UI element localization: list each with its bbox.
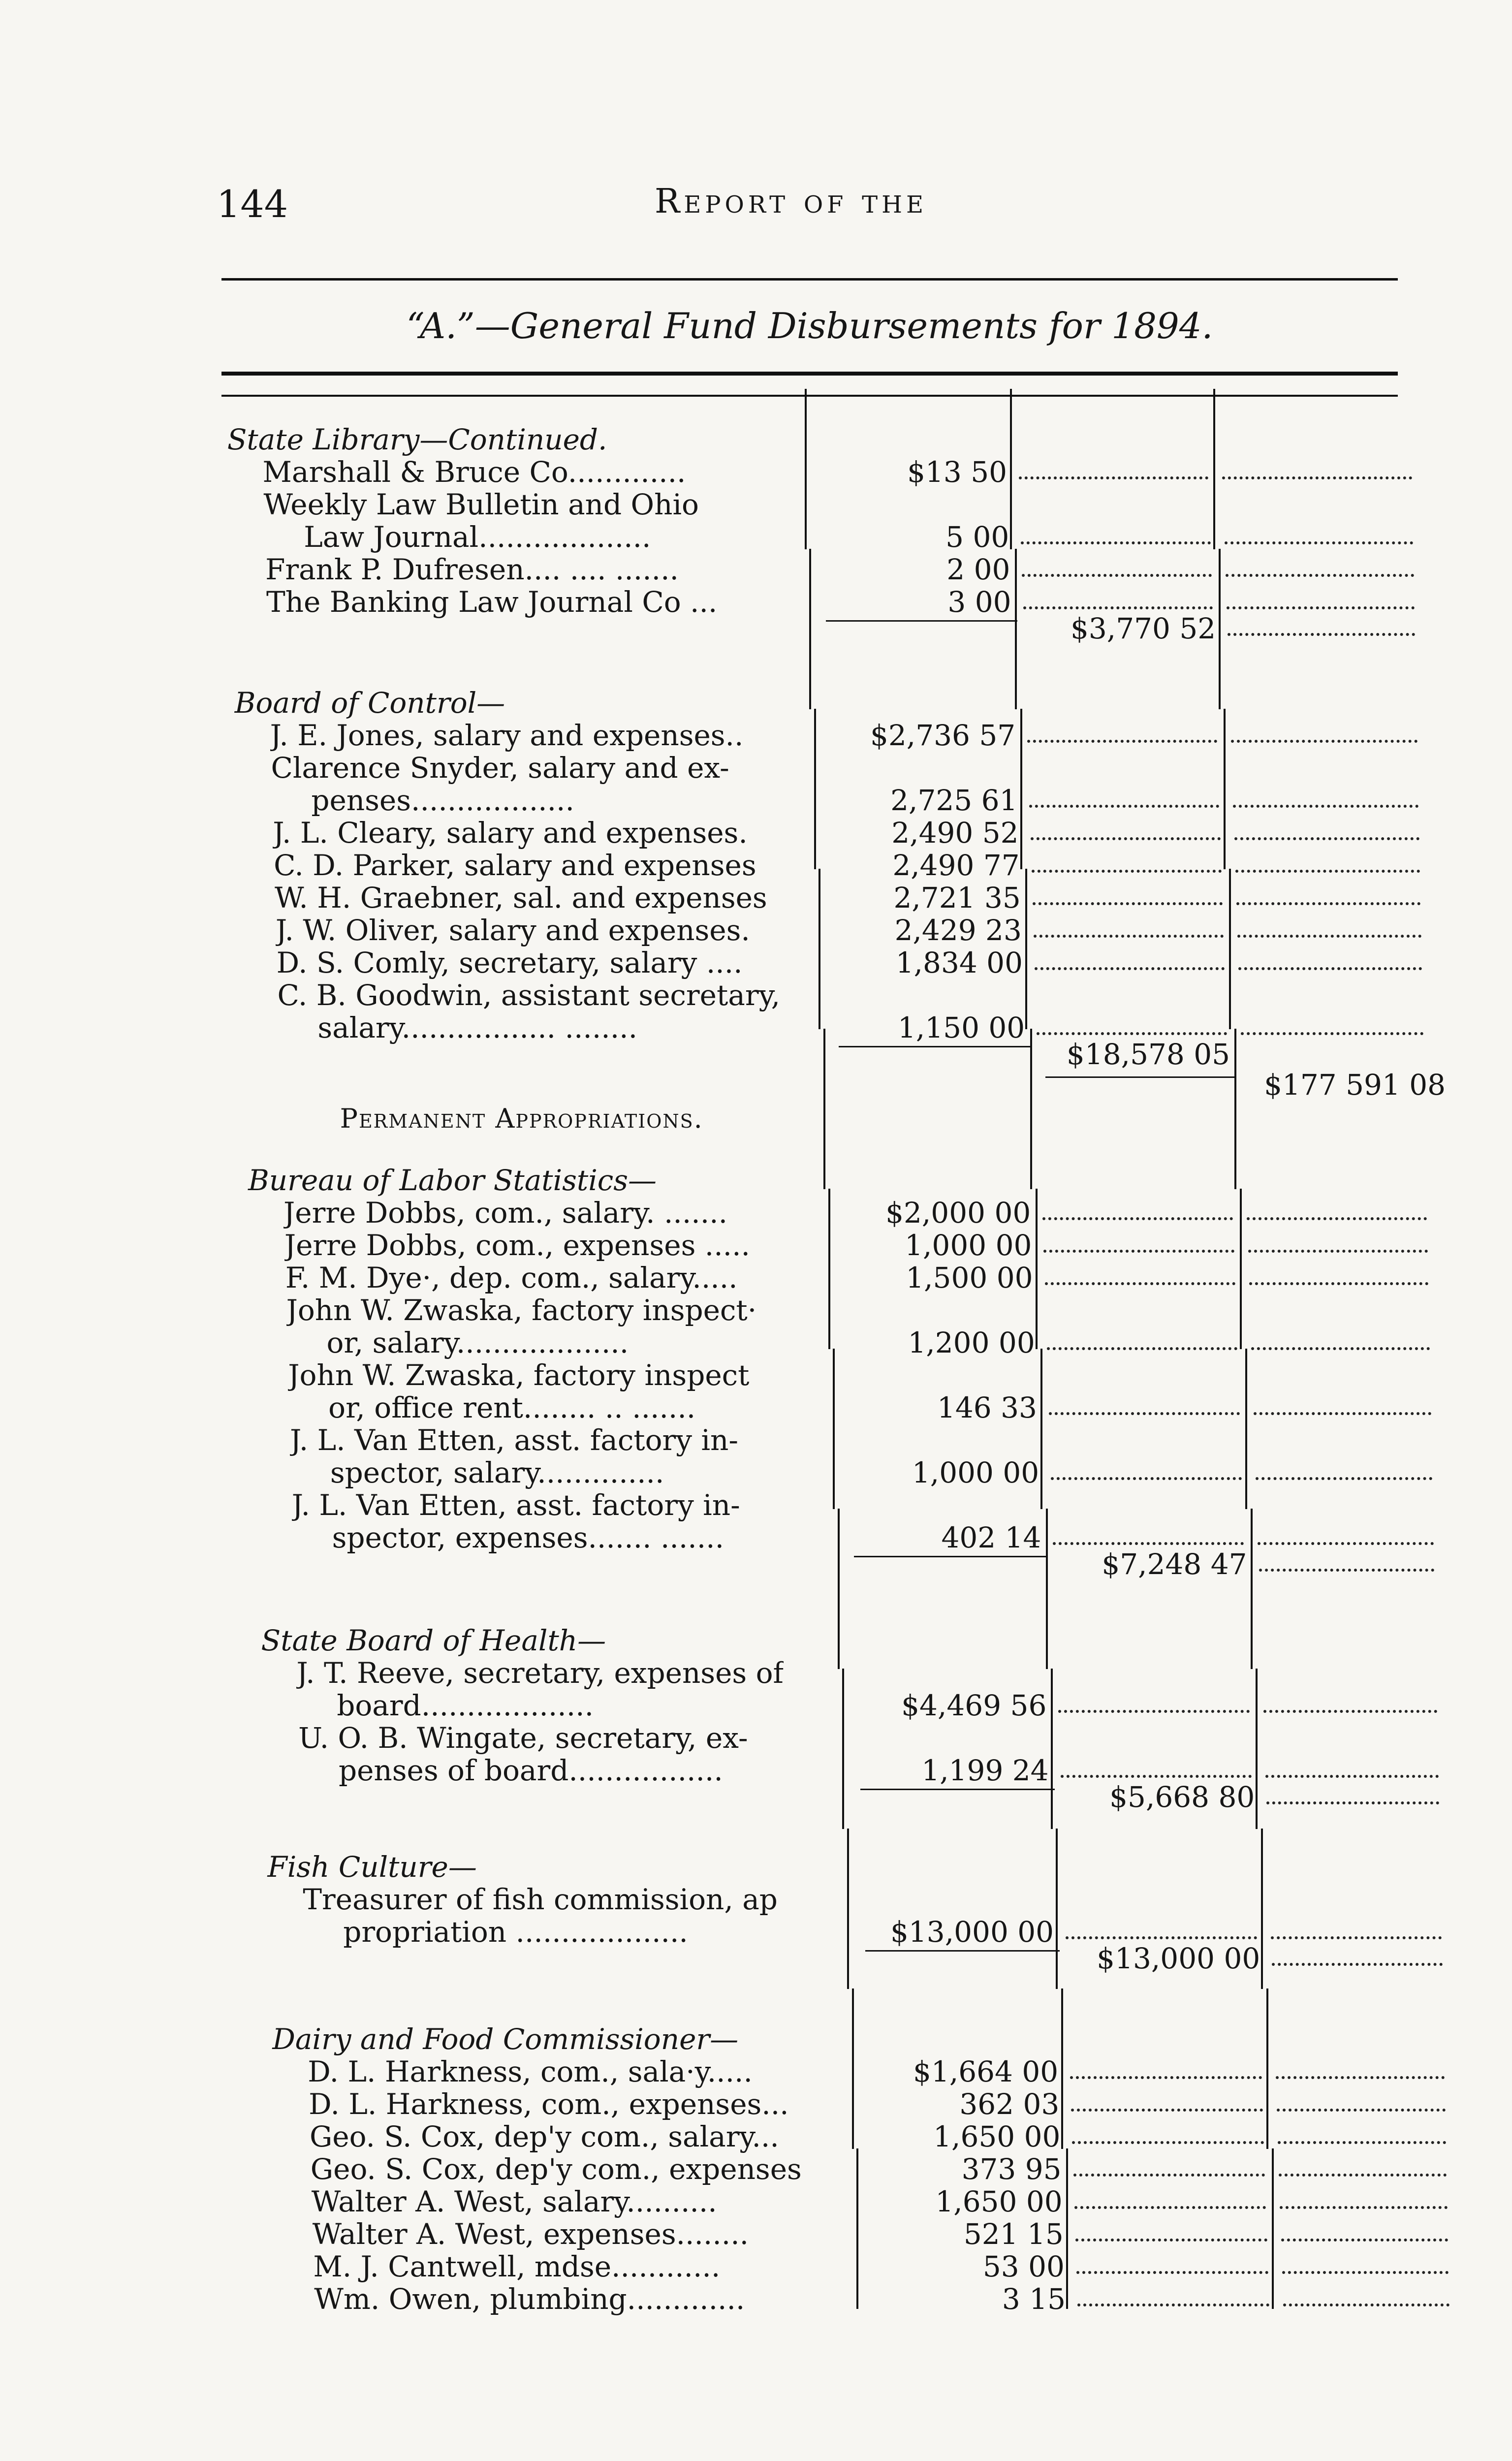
- leader-dots: [1251, 1337, 1430, 1350]
- total-column-rule: [1272, 2148, 1274, 2309]
- entry-amount: 5 00: [945, 520, 1009, 554]
- entry-amount: 1,650 00: [933, 2120, 1061, 2153]
- entry-amount: $13 50: [907, 455, 1008, 489]
- subtotal-column-rule: [1010, 389, 1012, 549]
- leader-dots: [1022, 564, 1211, 577]
- total-column-rule: [1261, 1829, 1263, 1989]
- leader-dots: [1258, 1532, 1434, 1545]
- leader-dots: [1043, 1240, 1234, 1253]
- total-column-rule: [1245, 1349, 1247, 1509]
- section-heading: State Board of Health—: [261, 1624, 606, 1657]
- leader-dots: [1272, 1953, 1443, 1966]
- total-column-rule: [1266, 1988, 1268, 2149]
- amount-column-rule: [819, 869, 820, 1029]
- subtotal-column-rule: [1061, 1988, 1063, 2149]
- entry-label-continued: penses..................: [311, 784, 574, 817]
- amount-column-rule: [856, 2148, 858, 2309]
- entry-amount: $2,736 57: [870, 719, 1016, 752]
- leader-dots: [1066, 1926, 1257, 1939]
- leader-dots: [1259, 1559, 1435, 1572]
- leader-dots: [1236, 892, 1420, 905]
- entry-label: Walter A. West, expenses........: [312, 2218, 749, 2250]
- subtotal-column-rule: [1020, 709, 1022, 869]
- entry-label: Weekly Law Bulletin and Ohio: [263, 488, 699, 521]
- subtotal-column-rule: [1025, 869, 1027, 1029]
- leader-dots: [1233, 795, 1418, 808]
- leader-dots: [1071, 2099, 1262, 2112]
- amount-column-rule: [814, 709, 816, 869]
- section-heading: State Library—Continued.: [227, 423, 607, 456]
- leader-dots: [1278, 2131, 1446, 2144]
- leader-dots: [1021, 532, 1210, 544]
- entry-label: Jerre Dobbs, com., expenses .....: [284, 1229, 750, 1262]
- section-heading: Bureau of Labor Statistics—: [248, 1164, 657, 1197]
- leader-dots: [1031, 827, 1221, 840]
- subtotal-rule: [865, 1950, 1060, 1952]
- total-column-rule: [1219, 549, 1221, 709]
- leader-dots: [1037, 1022, 1227, 1035]
- leader-dots: [1047, 1337, 1237, 1350]
- entry-label: J. L. Van Etten, asst. factory in-: [290, 1424, 738, 1456]
- leader-dots: [1076, 2261, 1268, 2274]
- leader-dots: [1058, 1700, 1249, 1713]
- subtotal-column-rule: [1051, 1669, 1053, 1829]
- entry-label-continued: penses of board.................: [338, 1754, 723, 1787]
- subtotal-column-rule: [1040, 1349, 1042, 1509]
- entry-amount: 1,200 00: [908, 1326, 1035, 1359]
- entry-label: Marshall & Bruce Co.............: [262, 456, 686, 488]
- leader-dots: [1283, 2294, 1449, 2306]
- subtotal-rule: [826, 620, 1017, 622]
- entry-label: F. M. Dye·, dep. com., salary.....: [285, 1262, 738, 1294]
- entry-label: W. H. Graebner, sal. and expenses: [274, 882, 767, 914]
- total-column-rule: [1240, 1189, 1242, 1349]
- entry-amount: 1,000 00: [905, 1229, 1032, 1262]
- leader-dots: [1249, 1272, 1428, 1285]
- entry-label: D. S. Comly, secretary, salary ....: [276, 947, 743, 979]
- entry-amount: 2,490 77: [892, 849, 1020, 882]
- permanent-appropriations-heading: Permanent Appropriations.: [340, 1103, 703, 1134]
- total-column-rule: [1251, 1509, 1253, 1669]
- total-rule: [1045, 1076, 1235, 1078]
- subtotal-column-rule: [1030, 1029, 1032, 1189]
- section-heading: Board of Control—: [234, 686, 505, 720]
- entry-label-continued: Law Journal...................: [304, 521, 651, 553]
- entry-label: The Banking Law Journal Co ...: [266, 586, 718, 618]
- leader-dots: [1075, 2229, 1267, 2241]
- leader-dots: [1247, 1207, 1427, 1220]
- leader-dots: [1271, 1926, 1442, 1939]
- entry-label-continued: salary................. ........: [317, 1011, 638, 1044]
- total-column-rule: [1224, 709, 1226, 869]
- leader-dots: [1074, 2196, 1266, 2209]
- grand-total: $177 591 08: [1264, 1068, 1446, 1102]
- leader-dots: [1237, 925, 1421, 938]
- leader-dots: [1282, 2261, 1449, 2274]
- entry-amount: $13,000 00: [890, 1915, 1054, 1949]
- leader-dots: [1049, 1402, 1240, 1415]
- subtotal-column-rule: [1056, 1829, 1058, 1989]
- table-title: “A.”—General Fund Disbursements for 1894.: [406, 305, 1213, 347]
- entry-label: J. T. Reeve, secretary, expenses of: [296, 1657, 784, 1689]
- leader-dots: [1241, 1022, 1423, 1035]
- entry-amount: 2 00: [946, 553, 1010, 586]
- total-column-rule: [1229, 869, 1231, 1029]
- leader-dots: [1073, 2164, 1265, 2177]
- entry-amount: 3 15: [1002, 2282, 1066, 2316]
- entry-amount: 1,150 00: [897, 1011, 1025, 1044]
- leader-dots: [1234, 827, 1419, 840]
- entry-amount: 146 33: [937, 1391, 1037, 1424]
- leader-dots: [1034, 925, 1224, 938]
- leader-dots: [1035, 957, 1225, 970]
- entry-label: Jerre Dobbs, com., salary. .......: [284, 1197, 728, 1229]
- leader-dots: [1019, 467, 1208, 479]
- entry-amount: 53 00: [982, 2250, 1065, 2283]
- leader-dots: [1226, 564, 1414, 577]
- entry-label-continued: or, office rent........ .. .......: [328, 1391, 696, 1424]
- entry-label: Treasurer of fish commission, ap: [303, 1883, 778, 1916]
- entry-amount: 2,725 61: [890, 784, 1018, 817]
- section-subtotal: $7,248 47: [1102, 1547, 1247, 1581]
- entry-amount: 521 15: [963, 2217, 1064, 2251]
- section-subtotal: $3,770 52: [1071, 612, 1216, 645]
- entry-label: J. L. Van Etten, asst. factory in-: [291, 1489, 740, 1521]
- entry-label: J. L. Cleary, salary and expenses.: [273, 817, 748, 849]
- amount-column-rule: [809, 549, 811, 709]
- entry-label: M. J. Cantwell, mdse............: [313, 2250, 721, 2283]
- entry-label: John W. Zwaska, factory inspect·: [286, 1294, 757, 1326]
- leader-dots: [1228, 623, 1415, 636]
- entry-label: Geo. S. Cox, dep'y com., expenses: [310, 2153, 802, 2185]
- section-heading: Dairy and Food Commissioner—: [272, 2022, 739, 2056]
- leader-dots: [1027, 730, 1217, 743]
- total-column-rule: [1256, 1669, 1258, 1829]
- leader-dots: [1281, 2229, 1448, 2241]
- leader-dots: [1248, 1240, 1428, 1253]
- subtotal-column-rule: [1036, 1189, 1038, 1349]
- amount-column-rule: [805, 389, 807, 549]
- entry-label: D. L. Harkness, com., expenses...: [309, 2088, 789, 2120]
- leader-dots: [1070, 2066, 1261, 2079]
- entry-label: Clarence Snyder, salary and ex-: [271, 752, 729, 784]
- leader-dots: [1235, 860, 1420, 873]
- leader-dots: [1231, 730, 1418, 743]
- leader-dots: [1045, 1272, 1235, 1285]
- leader-dots: [1222, 467, 1412, 479]
- leader-dots: [1254, 1402, 1431, 1415]
- leader-dots: [1277, 2099, 1446, 2112]
- leader-dots: [1265, 1765, 1439, 1778]
- entry-label-continued: propriation ...................: [343, 1916, 688, 1948]
- amount-column-rule: [847, 1829, 849, 1989]
- amount-column-rule: [842, 1669, 844, 1829]
- section-subtotal: $18,578 05: [1066, 1038, 1230, 1071]
- entry-label-continued: board...................: [337, 1689, 594, 1722]
- entry-label: Frank P. Dufresen.... .... .......: [265, 553, 679, 586]
- leader-dots: [1029, 795, 1219, 808]
- entry-label-continued: spector, expenses....... .......: [332, 1521, 724, 1554]
- entry-label: Geo. S. Cox, dep'y com., salary...: [309, 2120, 779, 2153]
- entry-amount: 1,834 00: [895, 946, 1023, 979]
- entry-amount: 2,721 35: [893, 881, 1021, 915]
- amount-column-rule: [838, 1509, 840, 1669]
- leader-dots: [1061, 1765, 1252, 1778]
- entry-amount: 3 00: [947, 585, 1011, 619]
- entry-label: C. D. Parker, salary and expenses: [274, 849, 756, 882]
- entry-amount: 362 03: [959, 2087, 1060, 2121]
- amount-column-rule: [852, 1988, 854, 2149]
- entry-amount: 373 95: [961, 2152, 1062, 2186]
- leader-dots: [1023, 597, 1213, 609]
- amount-column-rule: [823, 1029, 825, 1189]
- running-head: Report of the: [655, 182, 927, 221]
- amount-column-rule: [833, 1349, 835, 1509]
- entry-amount: $4,469 56: [901, 1689, 1047, 1722]
- leader-dots: [1227, 597, 1415, 609]
- leader-dots: [1042, 1207, 1233, 1220]
- entry-amount: 2,490 52: [891, 816, 1019, 850]
- entry-label: J. E. Jones, salary and expenses..: [270, 719, 744, 752]
- total-column-rule: [1234, 1029, 1236, 1189]
- entry-label-continued: spector, salary..............: [330, 1456, 664, 1489]
- leader-dots: [1276, 2066, 1445, 2079]
- total-column-rule: [1213, 389, 1215, 549]
- entry-amount: 402 14: [941, 1521, 1041, 1554]
- leader-dots: [1072, 2131, 1263, 2144]
- entry-label-continued: or, salary...................: [326, 1326, 629, 1359]
- entry-label: C. B. Goodwin, assistant secretary,: [277, 979, 781, 1011]
- entry-amount: 1,500 00: [906, 1261, 1033, 1294]
- subtotal-column-rule: [1066, 2148, 1068, 2309]
- subtotal-column-rule: [1046, 1509, 1048, 1669]
- leader-dots: [1077, 2294, 1269, 2306]
- section-subtotal: $13,000 00: [1097, 1942, 1260, 1975]
- subtotal-column-rule: [1015, 549, 1017, 709]
- entry-amount: 2,429 23: [894, 914, 1022, 947]
- leader-dots: [1279, 2164, 1447, 2177]
- leader-dots: [1225, 532, 1414, 544]
- entry-label: John W. Zwaska, factory inspect: [288, 1359, 750, 1391]
- entry-amount: 1,199 24: [921, 1754, 1049, 1787]
- entry-amount: $2,000 00: [885, 1196, 1031, 1230]
- entry-amount: 1,000 00: [912, 1456, 1040, 1489]
- leader-dots: [1266, 1792, 1439, 1804]
- section-heading: Fish Culture—: [267, 1850, 477, 1884]
- entry-amount: $1,664 00: [913, 2055, 1059, 2088]
- subtotal-rule: [860, 1789, 1054, 1790]
- leader-dots: [1256, 1467, 1432, 1480]
- leader-dots: [1280, 2196, 1447, 2209]
- leader-dots: [1032, 860, 1222, 873]
- leader-dots: [1238, 957, 1422, 970]
- leader-dots: [1263, 1700, 1437, 1713]
- entry-label: J. W. Oliver, salary and expenses.: [275, 914, 750, 947]
- section-subtotal: $5,668 80: [1109, 1780, 1255, 1814]
- subtotal-rule: [854, 1556, 1047, 1557]
- amount-column-rule: [828, 1189, 830, 1349]
- entry-label: Wm. Owen, plumbing.............: [314, 2283, 745, 2315]
- leader-dots: [1033, 892, 1223, 905]
- entry-label: U. O. B. Wingate, secretary, ex-: [298, 1722, 748, 1754]
- entry-label: Walter A. West, salary..........: [311, 2185, 717, 2218]
- subtotal-rule: [839, 1046, 1031, 1047]
- leader-dots: [1051, 1467, 1242, 1480]
- leader-dots: [1053, 1532, 1244, 1545]
- entry-amount: 1,650 00: [935, 2185, 1063, 2218]
- page-number: 144: [217, 182, 288, 226]
- entry-label: D. L. Harkness, com., sala·y.....: [308, 2055, 753, 2088]
